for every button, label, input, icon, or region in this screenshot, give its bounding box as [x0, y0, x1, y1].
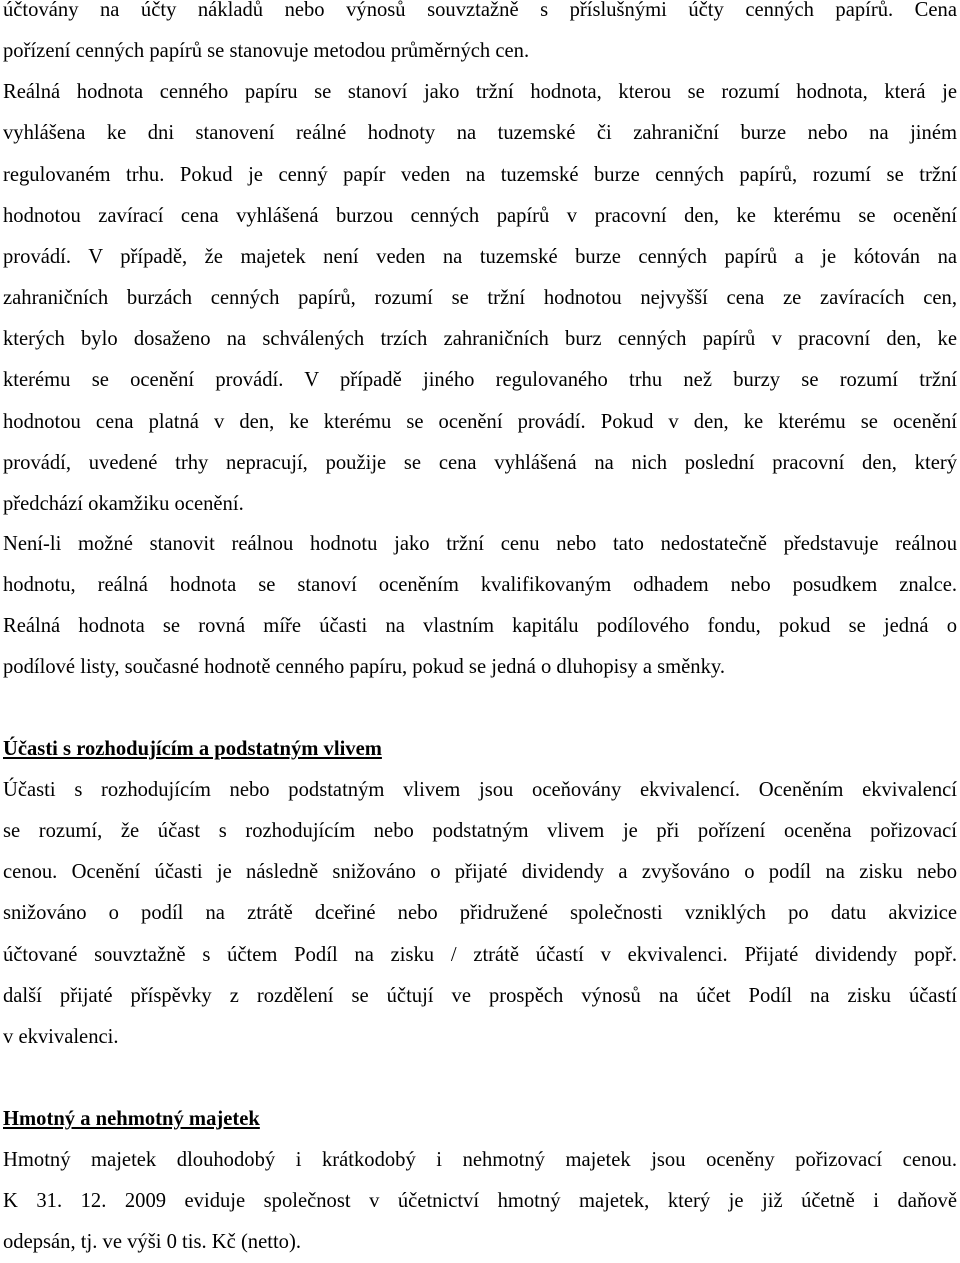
paragraph-securities-valuation: [3, 0, 957, 525]
text-line: účtovány na účty nákladů nebo výnosů souvztažně s příslušnými účty cenných papírů. Cena: [3, 0, 957, 21]
text-line: provádí. V případě, že majetek není veden na tuzemské burze cenných papírů a je kótován na: [3, 245, 957, 268]
text-line: v ekvivalenci.: [3, 1025, 119, 1048]
text-line: účtované souvztažně s účtem Podíl na zisku / ztrátě účastí v ekvivalenci. Přijaté dividendy popř.: [3, 943, 957, 966]
paragraph-equity-method: [3, 770, 957, 1058]
text-line: Účasti s rozhodujícím nebo podstatným vlivem jsou oceňovány ekvivalencí. Oceněním ekvivalencí: [3, 779, 957, 801]
text-line: regulovaném trhu. Pokud je cenný papír veden na tuzemské burze cenných papírů, rozumí se tržní: [3, 163, 957, 186]
text-line: kterému se ocenění provádí. V případě jiného regulovaného trhu než burzy se rozumí tržní: [3, 369, 957, 392]
text-line: snižováno o podíl na ztrátě dceřiné nebo přidružené společnosti vzniklých po datu akvizice: [3, 902, 957, 925]
text-line: podílové listy, současné hodnotě cenného papíru, pokud se jedná o dluhopisy a směnky.: [3, 656, 725, 679]
text-line: Není-li možné stanovit reálnou hodnotu jako tržní cenu nebo tato nedostatečně představuje reálnou: [3, 533, 957, 555]
text-line: Reálná hodnota cenného papíru se stanoví jako tržní hodnota, kterou se rozumí hodnota, která je: [3, 81, 957, 104]
text-line: hodnotou cena platná v den, ke kterému se ocenění provádí. Pokud v den, ke kterému se ocenění: [3, 410, 957, 433]
paragraph-assets-valuation: [3, 1140, 957, 1263]
text-line: hodnotu, reálná hodnota se stanoví oceněním kvalifikovaným odhadem nebo posudkem znalce.: [3, 574, 957, 597]
text-line: K 31. 12. 2009 eviduje společnost v účetnictví hmotný majetek, který je již účetně i daňově: [3, 1190, 957, 1213]
text-line: zahraničních burzách cenných papírů, rozumí se tržní hodnotou nejvyšší cena ze zavíracích cen,: [3, 287, 957, 310]
text-line: Reálná hodnota se rovná míře účasti na vlastním kapitálu podílového fondu, pokud se jedná o: [3, 615, 957, 638]
text-line: provádí, uvedené trhy nepracují, použije se cena vyhlášená na nich poslední pracovní den, který: [3, 451, 957, 474]
section-heading-equity-participations: Účasti s rozhodujícím a podstatným vlivem: [3, 738, 382, 760]
text-line: předchází okamžiku ocenění.: [3, 492, 244, 515]
paragraph-fair-value-estimate: [3, 524, 957, 689]
section-heading-tangible-intangible-assets: Hmotný a nehmotný majetek: [3, 1108, 260, 1130]
text-line: pořízení cenných papírů se stanovuje metodou průměrných cen.: [3, 40, 530, 63]
text-line: vyhlášena ke dni stanovení reálné hodnoty na tuzemské či zahraniční burze nebo na jiném: [3, 122, 957, 145]
text-line: další přijaté příspěvky z rozdělení se účtují ve prospěch výnosů na účet Podíl na zisku účastí: [3, 984, 957, 1007]
text-line: cenou. Ocenění účasti je následně snižováno o přijaté dividendy a zvyšováno o podíl na zisku nebo: [3, 861, 957, 884]
text-line: kterých bylo dosaženo na schválených trzích zahraničních burz cenných papírů v pracovní den, ke: [3, 328, 957, 351]
text-line: hodnotou zavírací cena vyhlášená burzou cenných papírů v pracovní den, ke kterému se ocenění: [3, 204, 957, 227]
text-line: Hmotný majetek dlouhodobý i krátkodobý i nehmotný majetek jsou oceněny pořizovací cenou.: [3, 1149, 957, 1171]
text-line: odepsán, tj. ve výši 0 tis. Kč (netto).: [3, 1231, 301, 1254]
text-line: se rozumí, že účast s rozhodujícím nebo podstatným vlivem je při pořízení oceněna pořizovací: [3, 820, 957, 843]
